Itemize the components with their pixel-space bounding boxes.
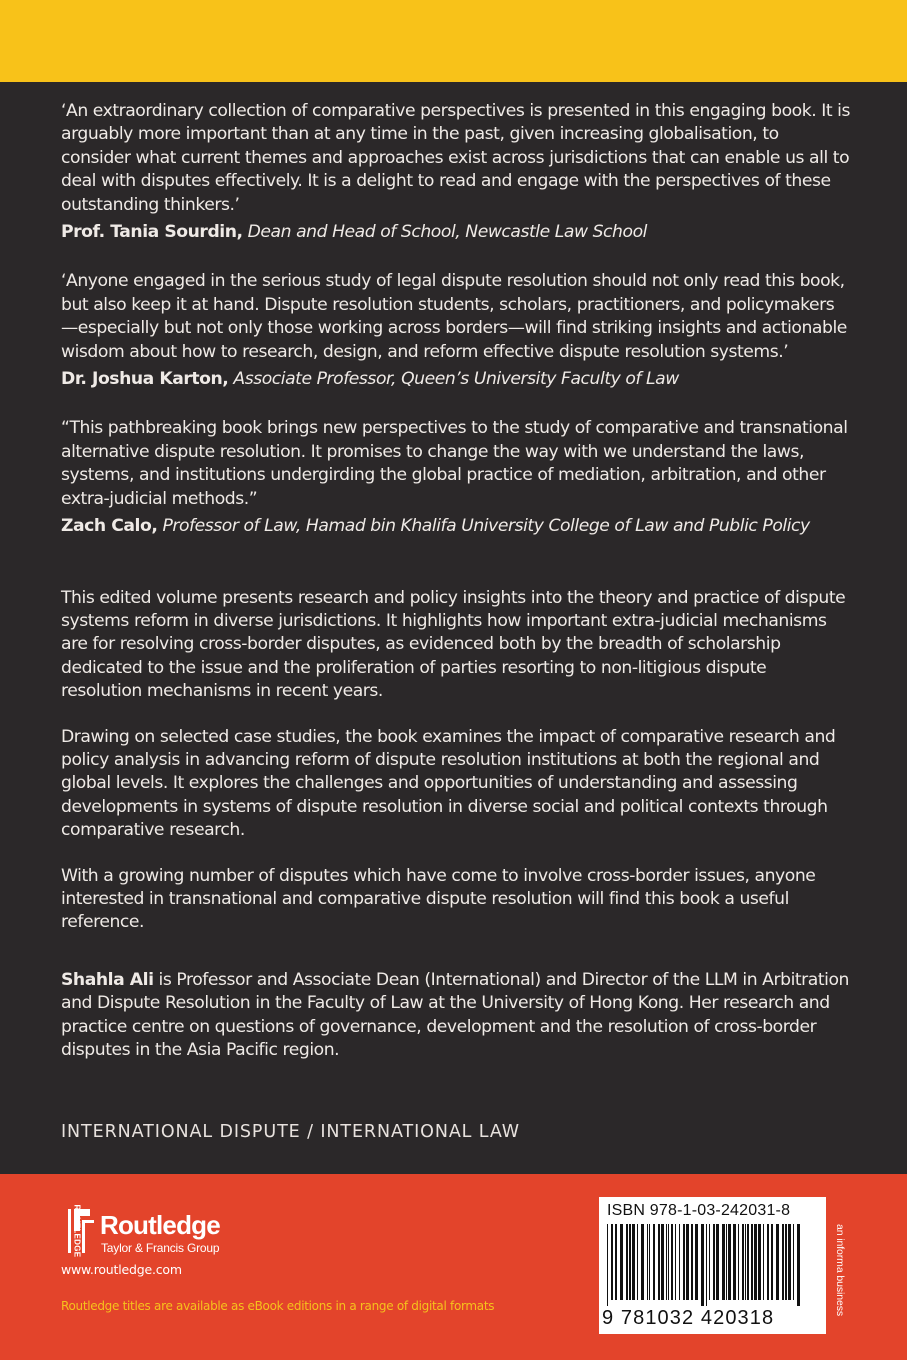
barcode-bar <box>641 1224 644 1300</box>
endorsement-2 <box>61 270 851 391</box>
publisher-name: Routledge <box>100 1210 220 1240</box>
barcode-bar <box>716 1224 719 1300</box>
barcode-bar <box>701 1224 704 1306</box>
informa-business-label: an informa business <box>834 1223 846 1317</box>
logo-vertical-text: ROUTLEDGE <box>72 1204 82 1258</box>
barcode-bar <box>788 1224 791 1300</box>
description-paragraph: With a growing number of disputes which have come to involve cross-border issues, anyone interested in transnational and comparative dispute resolution will find this book a useful reference. <box>61 865 816 933</box>
barcode-bar <box>653 1224 655 1300</box>
barcode-bar <box>706 1224 707 1306</box>
barcode-bar <box>683 1224 685 1300</box>
barcode-digits: 9 781032 420318 <box>602 1307 775 1329</box>
barcode-bar <box>754 1224 757 1300</box>
barcode-bar <box>691 1224 693 1300</box>
barcode-bar <box>686 1224 689 1300</box>
barcode-bar <box>607 1224 608 1306</box>
endorsement-attribution <box>61 221 851 244</box>
barcode-bar <box>742 1224 744 1300</box>
isbn-barcode <box>599 1197 826 1334</box>
barcode-bar <box>626 1224 628 1300</box>
endorser-name: Zach Calo, <box>61 516 158 537</box>
barcode-bar <box>661 1224 664 1300</box>
description-paragraph: This edited volume presents research and policy insights into the theory and practice of dispute systems reform in diverse jurisdictions. It highlights how important extra-judicial mechanisms are for resolving cross-border disputes, as evidenced both by the breadth of scholarship dedicated to the issue and the proliferation of parties resorting to non-litigious dispute resolution mechanisms in recent years. <box>61 587 846 702</box>
barcode-bar <box>611 1224 613 1300</box>
barcode-bar <box>637 1224 638 1300</box>
barcode-bars <box>607 1224 818 1306</box>
barcode-bar <box>763 1224 764 1300</box>
barcode-bar <box>797 1224 800 1306</box>
endorsement-attribution <box>61 368 851 391</box>
publisher-website: www.routledge.com <box>61 1262 182 1277</box>
barcode-bar <box>620 1224 623 1300</box>
barcode-bar <box>671 1224 673 1300</box>
barcode-bar <box>649 1224 650 1300</box>
endorser-role: Dean and Head of School, Newcastle Law School <box>247 222 647 243</box>
barcode-bar <box>776 1224 779 1300</box>
endorser-role: Professor of Law, Hamad bin Khalifa University College of Law and Public Policy <box>162 516 810 537</box>
endorsement-quote: “This pathbreaking book brings new perspectives to the study of comparative and transnational alternative dispute resolution. It promises to change the way with we understand the laws, systems, and institutions undergirding the global practice of mediation, arbitration, and other extra-judicial methods.” <box>61 418 848 509</box>
barcode-bar <box>666 1224 667 1300</box>
description-paragraph: Drawing on selected case studies, the book examines the impact of comparative research and policy analysis in advancing reform of dispute resolution institutions at both the regional and global levels. It explores the challenges and opportunities of understanding and assessing developments in systems of dispute resolution in diverse social and political contexts through comparative research. <box>61 726 836 841</box>
barcode-bar <box>733 1224 736 1300</box>
publisher-logo <box>60 1206 260 1258</box>
barcode-bar <box>658 1224 660 1300</box>
barcode-bar <box>695 1224 698 1300</box>
barcode-bar <box>728 1224 731 1300</box>
endorsement-quote: ‘Anyone engaged in the serious study of legal dispute resolution should not only read this book, but also keep it at hand. Dispute resolution students, scholars, practitioners, and policymakers—especially but not only those working across borders—will find striking insights and actionable wisdom about how to research, design, and reform effective dispute resolution systems.’ <box>61 271 847 362</box>
barcode-bar <box>793 1224 794 1300</box>
barcode-bar <box>647 1224 648 1300</box>
barcode-bar <box>629 1224 631 1300</box>
top-color-band <box>0 0 907 82</box>
book-description <box>61 587 851 935</box>
subject-category: INTERNATIONAL DISPUTE / INTERNATIONAL LAW <box>61 1122 520 1142</box>
barcode-bar <box>726 1224 727 1300</box>
endorser-name: Dr. Joshua Karton, <box>61 369 229 390</box>
barcode-bar <box>767 1224 769 1300</box>
barcode-bar <box>782 1224 784 1300</box>
endorsement-1 <box>61 100 851 244</box>
author-name: Shahla Ali <box>61 969 154 990</box>
author-bio <box>61 969 851 1063</box>
endorsement-attribution <box>61 515 851 538</box>
author-bio-text: is Professor and Associate Dean (International) and Director of the LLM in Arbitration and Dispute Resolution in the Faculty of Law at the University of Hong Kong. Her research and practice centre on questions of governance, development and the resolution of cross-border disputes in the Asia Pacific region. <box>61 969 850 1060</box>
endorsement-quote: ‘An extraordinary collection of comparative perspectives is presented in this engaging book. It is arguably more important than at any time in the past, given increasing globalisation, to consider what current themes and approaches exist across jurisdictions that can enable us all to deal with disputes effectively. It is a delight to read and engage with the perspectives of these outstanding thinkers.’ <box>61 101 851 215</box>
publisher-group: Taylor & Francis Group <box>101 1241 220 1255</box>
endorsement-3 <box>61 417 851 538</box>
barcode-bar <box>709 1224 710 1300</box>
barcode-bar <box>785 1224 787 1300</box>
barcode-bar <box>738 1224 739 1300</box>
barcode-bar <box>675 1224 676 1300</box>
barcode-bar <box>758 1224 761 1300</box>
endorser-name: Prof. Tania Sourdin, <box>61 222 243 243</box>
barcode-bar <box>713 1224 715 1300</box>
cover-text-block <box>61 100 851 1062</box>
barcode-bar <box>747 1224 749 1300</box>
barcode-bar <box>679 1224 680 1300</box>
endorser-role: Associate Professor, Queen’s University Faculty of Law <box>233 369 679 390</box>
barcode-bar <box>745 1224 746 1300</box>
isbn-label: ISBN 978-1-03-242031-8 <box>607 1202 791 1219</box>
barcode-bar <box>751 1224 753 1300</box>
barcode-bar <box>771 1224 773 1300</box>
barcode-bar <box>668 1224 669 1300</box>
ebook-availability-note: Routledge titles are available as eBook editions in a range of digital formats <box>61 1299 495 1313</box>
barcode-bar <box>632 1224 635 1300</box>
barcode-bar <box>615 1224 617 1300</box>
barcode-bar <box>722 1224 725 1300</box>
